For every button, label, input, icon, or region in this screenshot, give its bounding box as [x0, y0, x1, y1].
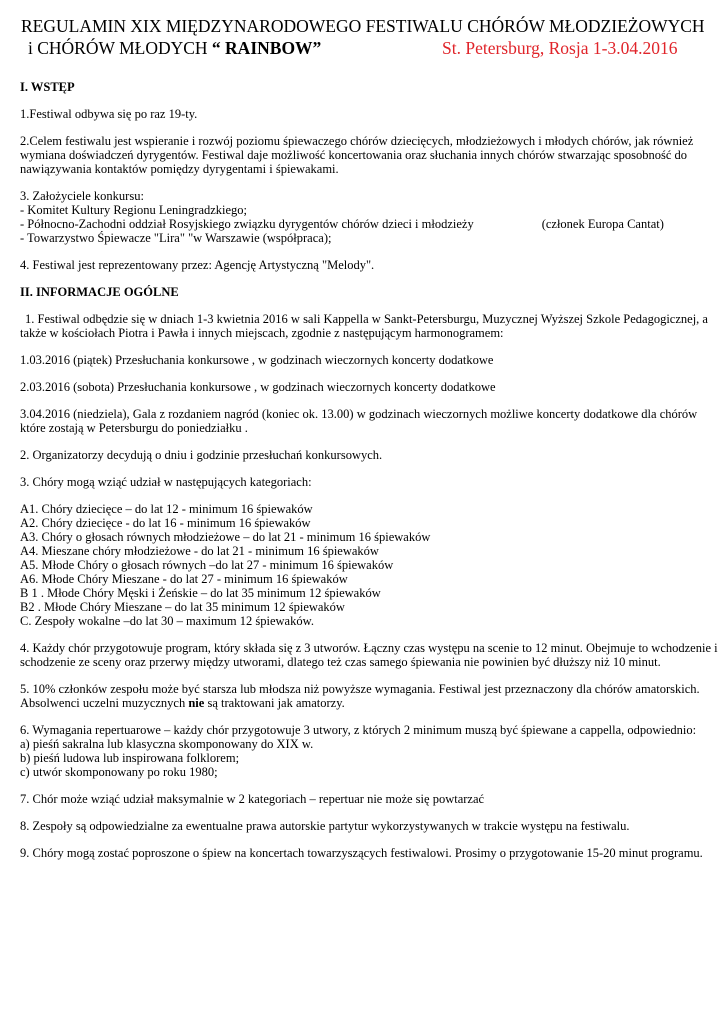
intro-paragraph-4: 4. Festiwal jest reprezentowany przez: Agencję Artystyczną "Melody". [20, 258, 375, 272]
schedule-day-2: 2.03.2016 (sobota) Przesłuchania konkursowe , w godzinach wieczornych koncerty dodatkowe [20, 380, 496, 394]
schedule-day-1: 1.03.2016 (piątek) Przesłuchania konkursowe , w godzinach wieczornych koncerty dodatkowe [20, 353, 494, 367]
general-paragraph-6: 6. Wymagania repertuarowe – każdy chór przygotowuje 3 utwory, z których 2 minimum muszą być śpiewane a cappella, odpowiednio: a) pieśń sakralna lub klasyczna skomponowany do XIX w. b) pieśń ludowa lub inspirowana folklorem; c) utwór skomponowany po roku 1980; [20, 723, 697, 779]
festival-name: “ RAINBOW” [207, 38, 322, 58]
title-prefix: i CHÓRÓW MŁODYCH [28, 38, 208, 58]
category-list [20, 502, 710, 628]
category-item: B2 . Młode Chóry Mieszane – do lat 35 minimum 12 śpiewaków [20, 600, 345, 614]
europa-cantat-note: (członek Europa Cantat) [541, 217, 664, 231]
general-paragraph-9: 9. Chóry mogą zostać poproszone o śpiew na koncertach towarzyszących festiwalowi. Prosimy o przygotowanie 15-20 minut programu. [20, 846, 703, 860]
general-paragraph-8: 8. Zespoły są odpowiedzialne za ewentualne prawa autorskie partytur wykorzystywanych w trakcie występu na festiwalu. [20, 819, 630, 833]
document-body [20, 80, 718, 873]
category-item: A1. Chóry dziecięce – do lat 12 - minimum 16 śpiewaków [20, 502, 313, 516]
category-item: B 1 . Młode Chóry Męski i Żeńskie – do lat 35 minimum 12 śpiewaków [20, 586, 381, 600]
general-paragraph-3: 3. Chóry mogą wziąć udział w następujących kategoriach: [20, 475, 312, 489]
general-paragraph-2: 2. Organizatorzy decydują o dniu i godzinie przesłuchań konkursowych. [20, 448, 383, 462]
festival-location-date: St. Petersburg, Rosja 1-3.04.2016 [442, 38, 678, 58]
section-heading-intro: I. WSTĘP [20, 80, 75, 94]
category-item: A6. Młode Chóry Mieszane - do lat 27 - minimum 16 śpiewaków [20, 572, 348, 586]
general-paragraph-1: 1. Festiwal odbędzie się w dniach 1-3 kwietnia 2016 w sali Kappella w Sankt-Petersburgu, Muzycznej Wyższej Szkole Pedagogicznej, a także w kościołach Piotra i Pawła i innych miejscach, zgodnie z następującym harmonogramem: [20, 312, 708, 340]
category-item: A5. Młode Chóry o głosach równych –do lat 27 - minimum 16 śpiewaków [20, 558, 394, 572]
general-paragraph-4: 4. Każdy chór przygotowuje program, który składa się z 3 utworów. Łączny czas występu na scenie to 12 minut. Obejmuje to wchodzenie i schodzenie ze sceny oraz przerwy między utworami, dlatego też czas samego śpiewania nie powinien być dłuższy niż 10 minut. [20, 641, 718, 669]
category-item: A2. Chóry dziecięce - do lat 16 - minimum 16 śpiewaków [20, 516, 311, 530]
document-title-line2 [28, 38, 321, 59]
intro-paragraph-2: 2.Celem festiwalu jest wspieranie i rozwój poziomu śpiewaczego chórów dziecięcych, młodzieżowych i młodych chórów, jak również wymiana doświadczeń dyrygentów. Festiwal daje możliwość koncertowania oraz słuchania innych chórów stwarzając sposobność do nawiązywania kontaktów pomiędzy dyrygentami i śpiewakami. [20, 134, 694, 176]
category-item: A3. Chóry o głosach równych młodzieżowe – do lat 21 - minimum 16 śpiewaków [20, 530, 431, 544]
intro-paragraph-1: 1.Festiwal odbywa się po raz 19-ty. [20, 107, 198, 121]
general-paragraph-5: 5. 10% członków zespołu może być starsza lub młodsza niż powyższe wymagania. Festiwal jest przeznaczony dla chórów amatorskich. Absolwenci uczelni muzycznych nie są traktowani jak amatorzy. [20, 682, 700, 710]
category-item: C. Zespoły wokalne –do lat 30 – maximum 12 śpiewaków. [20, 614, 314, 628]
category-item: A4. Mieszane chóry młodzieżowe - do lat 21 - minimum 16 śpiewaków [20, 544, 379, 558]
schedule-day-3: 3.04.2016 (niedziela), Gala z rozdaniem nagród (koniec ok. 13.00) w godzinach wieczornych możliwe koncerty dodatkowe dla chórów które zostają w Petersburgu do poniedziałku . [20, 407, 698, 435]
document-title-line1: REGULAMIN XIX MIĘDZYNARODOWEGO FESTIWALU CHÓRÓW MŁODZIEŻOWYCH [21, 16, 705, 36]
intro-paragraph-3: 3. Założyciele konkursu: - Komitet Kultury Regionu Leningradzkiego; - Północno-Zachodni oddział Rosyjskiego związku dyrygentów chórów dzieci i młodzieży (członek Europa Cantat) - Towarzystwo Śpiewacze "Lira" "w Warszawie (współpraca); [20, 189, 664, 245]
section-heading-general: II. INFORMACJE OGÓLNE [20, 285, 179, 299]
general-paragraph-7: 7. Chór może wziąć udział maksymalnie w 2 kategoriach – repertuar nie może się powtarzać [20, 792, 485, 806]
